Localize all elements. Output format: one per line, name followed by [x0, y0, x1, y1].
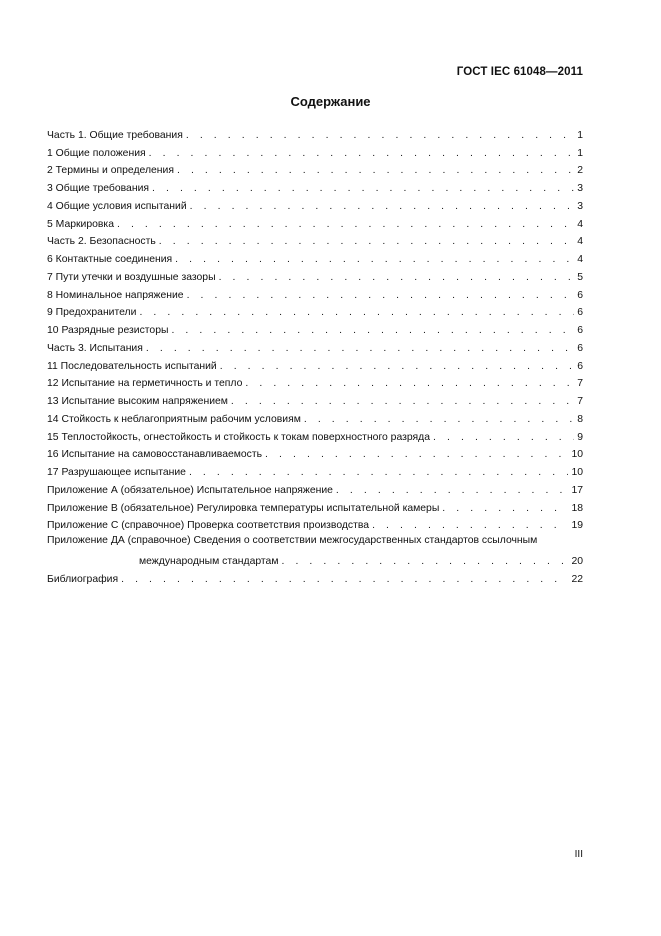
toc-entry-10: [47, 318, 583, 336]
toc-entry-page: 6: [577, 325, 583, 336]
toc-entry-text: 10 Разрядные резисторы: [47, 325, 169, 336]
toc-entry-text: 2 Термины и определения: [47, 165, 174, 177]
toc-entry-page: 1: [577, 129, 583, 141]
toc-leader-dots: [187, 290, 575, 301]
toc-entry-text: 13 Испытание высоким напряжением: [47, 396, 228, 407]
toc-entry-page: 5: [577, 271, 583, 283]
toc-leader-dots: [186, 130, 574, 141]
toc-entry-7: [47, 265, 583, 283]
toc-entry-text: 3 Общие требования: [47, 183, 149, 194]
toc-entry-appendix-da: [47, 531, 583, 567]
toc-entry-page: 9: [577, 431, 583, 443]
toc-entry-page: 6: [577, 342, 583, 354]
toc-entry-8: [47, 283, 583, 301]
toc-leader-dots: [231, 396, 574, 407]
toc-entry-9: [47, 301, 583, 319]
toc-entry-text: 5 Маркировка: [47, 218, 114, 230]
toc-leader-dots: [433, 432, 574, 443]
toc-entry-5: [47, 212, 583, 230]
toc-entry-14: [47, 407, 583, 425]
toc-entry-text: 7 Пути утечки и воздушные зазоры: [47, 271, 216, 283]
toc-entry-page: 6: [577, 360, 583, 372]
toc-leader-dots: [149, 148, 575, 159]
toc-entry-page: 3: [577, 183, 583, 194]
toc-entry-12: [47, 372, 583, 390]
toc-entry-part-1: [47, 123, 583, 141]
toc-leader-dots: [171, 325, 574, 336]
toc-entry-text: Приложение А (обязательное) Испытательное напряжение: [47, 484, 333, 496]
toc-leader-dots: [152, 183, 574, 194]
toc-entry-page: 4: [577, 254, 583, 265]
toc-entry-2: [47, 159, 583, 177]
toc-entry-text-line-1: Приложение ДА (справочное) Сведения о соответствии межгосударственных стандартов ссылочным: [47, 535, 538, 546]
toc-entry-text: 15 Теплостойкость, огнестойкость и стойкость к токам поверхностного разряда: [47, 431, 431, 443]
toc-leader-dots: [442, 503, 568, 514]
toc-entry-text: 12 Испытание на герметичность и тепло: [47, 378, 243, 390]
toc-entry-page: 8: [577, 413, 583, 425]
toc-entry-page: 6: [577, 307, 583, 319]
toc-entry-page: 17: [571, 484, 583, 496]
toc-leader-dots: [159, 236, 574, 247]
toc-title: Содержание: [290, 94, 371, 109]
toc-leader-dots: [121, 574, 568, 585]
toc-entry-part-3: [47, 336, 583, 354]
toc-leader-dots: [245, 378, 574, 389]
toc-entry-page: 7: [577, 396, 583, 407]
toc-entry-text: Библиография: [47, 573, 119, 585]
toc-leader-dots: [146, 343, 574, 354]
toc-leader-dots: [372, 520, 568, 531]
toc-entry-page: 7: [577, 378, 583, 390]
toc-entry-4: [47, 194, 583, 212]
toc-entry-text: 4 Общие условия испытаний: [47, 200, 187, 212]
toc-entry-page: 10: [571, 467, 583, 478]
toc-leader-dots: [189, 467, 569, 478]
toc-entry-15: [47, 425, 583, 443]
toc-entry-text-line-2: международным стандартам: [139, 555, 279, 567]
toc-entry-page: 19: [571, 520, 583, 532]
toc-entry-page: 18: [571, 502, 583, 514]
toc-leader-dots: [175, 254, 574, 265]
toc-leader-dots: [117, 219, 574, 230]
toc-leader-dots: [220, 361, 575, 372]
document-code: ГОСТ IEC 61048—2011: [456, 66, 583, 78]
toc-entry-text: 17 Разрушающее испытание: [47, 467, 186, 478]
toc-entry-page: 20: [571, 555, 583, 567]
toc-leader-dots: [304, 414, 574, 425]
toc-entry-text: Приложение В (обязательное) Регулировка температуры испытательной камеры: [47, 502, 440, 514]
toc-entry-page: 22: [571, 573, 583, 585]
toc-entry-page: 4: [577, 218, 583, 230]
table-of-contents: [47, 123, 583, 585]
toc-entry-16: [47, 443, 583, 461]
toc-entry-6: [47, 247, 583, 265]
toc-entry-17: [47, 460, 583, 478]
toc-entry-page: 2: [577, 165, 583, 177]
toc-leader-dots: [177, 165, 574, 176]
toc-entry-text: Приложение С (справочное) Проверка соответствия производства: [47, 520, 370, 532]
toc-entry-continuation: [47, 549, 583, 567]
toc-entry-1: [47, 141, 583, 159]
toc-leader-dots: [139, 307, 574, 318]
toc-entry-text: 9 Предохранители: [47, 307, 137, 319]
toc-entry-page: 10: [571, 449, 583, 461]
toc-entry-page: 4: [577, 236, 583, 248]
toc-entry-part-2: [47, 230, 583, 248]
toc-leader-dots: [190, 201, 575, 212]
toc-entry-text: 1 Общие положения: [47, 147, 146, 159]
toc-entry-page: 3: [577, 200, 583, 212]
toc-entry-appendix-a: [47, 478, 583, 496]
toc-leader-dots: [336, 485, 569, 496]
toc-leader-dots: [265, 449, 568, 460]
toc-entry-11: [47, 354, 583, 372]
toc-entry-3: [47, 176, 583, 194]
toc-entry-text: 8 Номинальное напряжение: [47, 289, 184, 301]
toc-entry-text: 16 Испытание на самовосстанавливаемость: [47, 449, 263, 461]
toc-entry-appendix-c: [47, 514, 583, 532]
toc-leader-dots: [219, 272, 575, 283]
toc-leader-dots: [281, 556, 568, 567]
toc-entry-13: [47, 389, 583, 407]
toc-entry-text: 11 Последовательность испытаний: [47, 360, 217, 372]
toc-entry-text: 14 Стойкость к неблагоприятным рабочим условиям: [47, 413, 301, 425]
toc-entry-text: Часть 1. Общие требования: [47, 129, 183, 141]
toc-entry-text: 6 Контактные соединения: [47, 254, 173, 265]
toc-entry-appendix-b: [47, 496, 583, 514]
page-number: III: [574, 849, 583, 860]
toc-entry-text: Часть 2. Безопасность: [47, 236, 156, 248]
toc-entry-page: 1: [577, 147, 583, 159]
toc-entry-text: Часть 3. Испытания: [47, 342, 143, 354]
toc-entry-bibliography: [47, 567, 583, 585]
toc-entry-page: 6: [577, 289, 583, 301]
